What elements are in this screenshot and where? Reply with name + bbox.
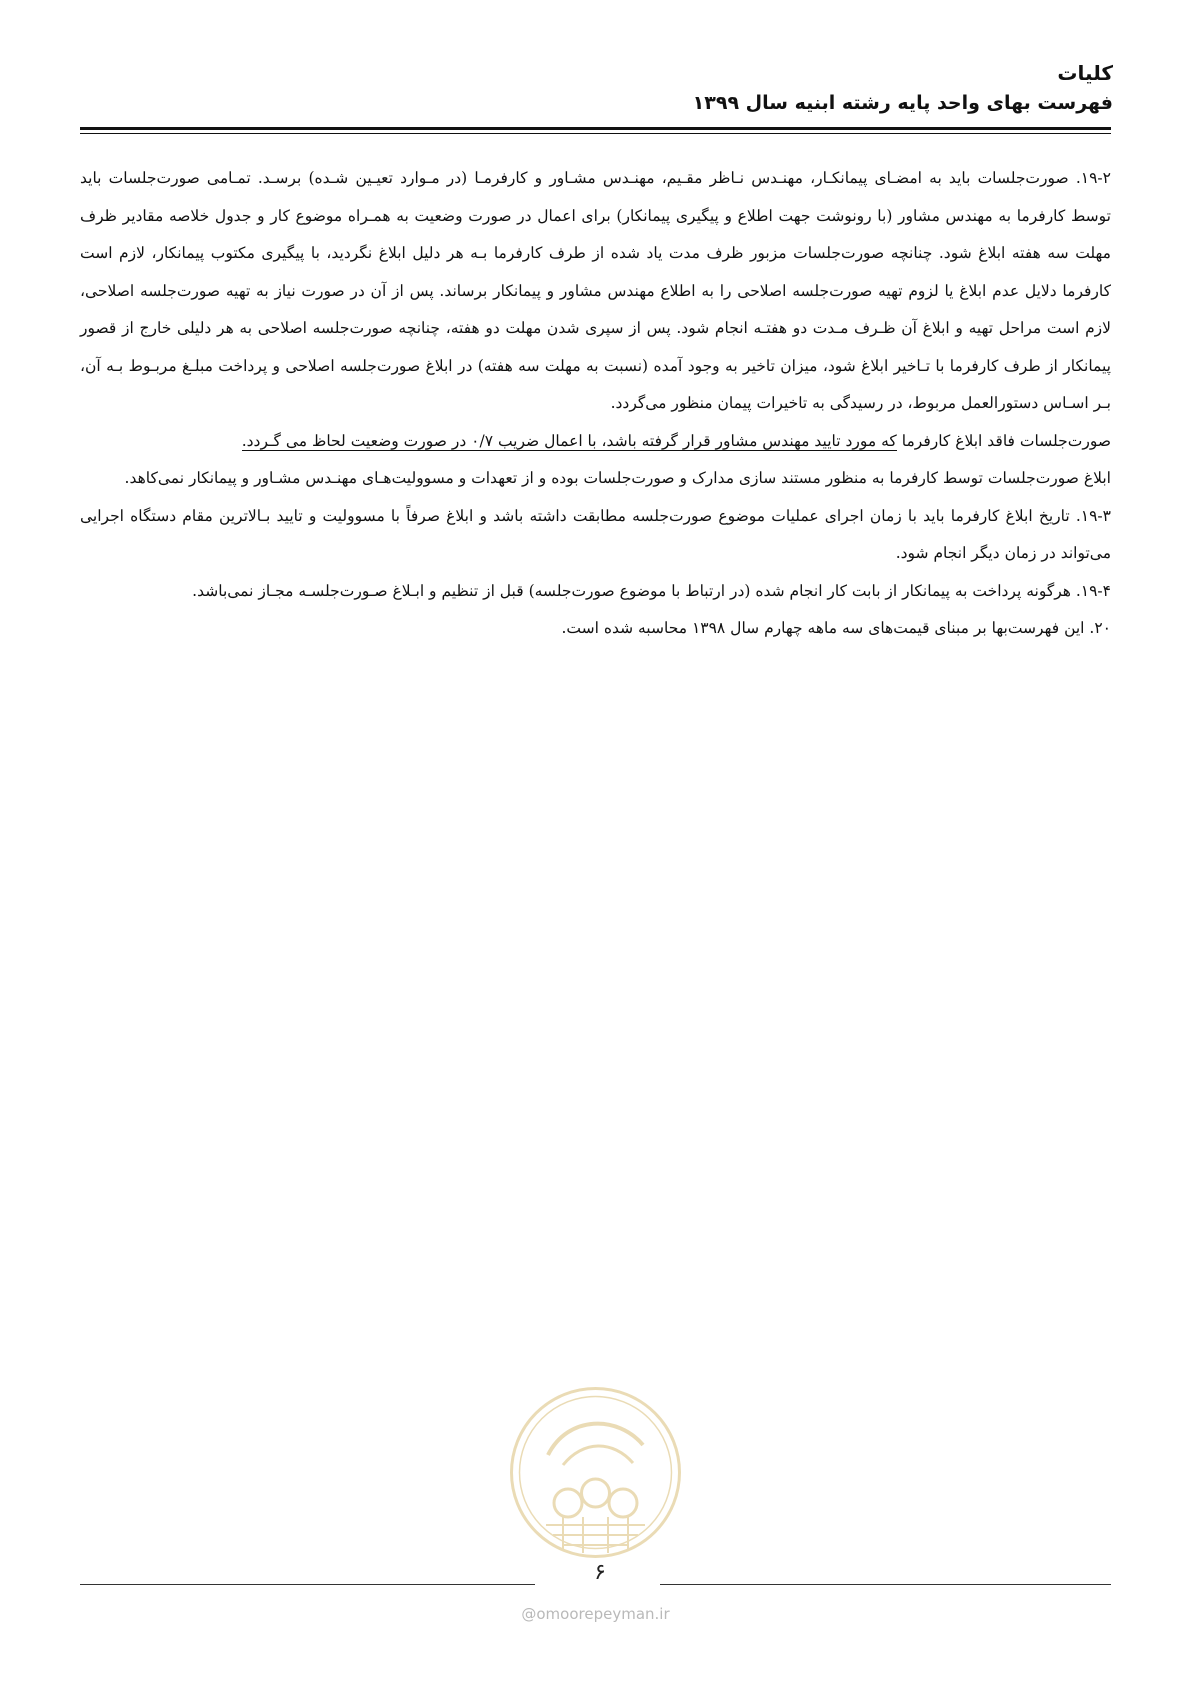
footer-rule-left — [80, 1584, 535, 1585]
paragraph-19-2: ۱۹-۲. صورت‌جلسات باید به امضـای پیمانکـار، مهنـدس نـاظر مقـیم، مهنـدس مشـاور و کارفرمـا (در مـوارد تعیـین شـده) برسـد. تمـامی صورت‌جلسات باید توسط کارفرما به مهندس مشاور (با رونوشت جهت اطلاع و پیگیری پیمانکار) برای اعمال در صورت وضعیت به همـراه موضوع کار و جدول خلاصه مقادیر ظرف مهلت سه هفته ابلاغ شود. چنانچه صورت‌جلسات مزبور ظرف مدت یاد شده از طرف کارفرما بـه هر دلیل ابلاغ نگردید، با پیگیری مکتوب پیمانکار، لازم است کارفرما دلایل عدم ابلاغ یا لزوم تهیه صورت‌جلسه اصلاحی را به اطلاع مهندس مشاور و پیمانکار برساند. پس از آن در صورت نیاز به تهیه صورت‌جلسه اصلاحی، لازم است مراحل تهیه و ابلاغ آن ظـرف مـدت دو هفتـه انجام شود. پس از سپری شدن مهلت دو هفته، چنانچه صورت‌جلسه اصلاحی به هر دلیلی خارج از قصور پیمانکار از طرف کارفرما با تـاخیر ابلاغ شود، میزان تاخیر به وجود آمده (نسبت به مهلت سه هفته) در ابلاغ صورت‌جلسه اصلاحی و پرداخت مبلـغ مربـوط بـه آن، بـر اسـاس دستورالعمل مربوط، در رسیدگی به تاخیرات پیمان منظور می‌گردد. — [80, 169, 1111, 412]
watermark-logo — [508, 1385, 683, 1560]
underlined-coefficient-clause: که مورد تایید مهندس مشاور قرار گرفته باشد، با اعمال ضریب ۰/۷ در صورت وضعیت لحاظ می گـردد. — [241, 431, 897, 450]
header-subtitle: فهرست بهای واحد پایه رشته ابنیه سال ۱۳۹۹ — [692, 92, 1113, 114]
paragraph-19-3: ۱۹-۳. تاریخ ابلاغ کارفرما باید با زمان اجرای عملیات موضوع صورت‌جلسه مطابقت داشته باشد و ابلاغ صرفاً با مسوولیت و تایید بـالاترین مقام دستگاه اجرایی می‌تواند در زمان دیگر انجام شود. — [80, 506, 1111, 562]
paragraph-unnotified-minutes — [80, 423, 1111, 461]
page-header — [81, 58, 1113, 118]
paragraph-19-4: ۱۹-۴. هرگونه پرداخت به پیمانکار از بابت کار انجام شده (در ارتباط با موضوع صورت‌جلسه) قبل از تنظیم و ابـلاغ صـورت‌جلسـه مجـاز نمی‌باشد. — [192, 581, 1111, 600]
header-rule-thick — [80, 127, 1111, 130]
paragraph-notification-purpose: ابلاغ صورت‌جلسات توسط کارفرما به منظور مستند سازی مدارک و صورت‌جلسات بوده و از تعهدات و مسوولیت‌هـای مهنـدس مشـاور و پیمانکار نمی‌کاهد. — [124, 469, 1111, 487]
page-number: ۶ — [594, 1560, 606, 1585]
paragraph-20: ۲۰. این فهرست‌بها بر مبنای قیمت‌های سه ماهه چهارم سال ۱۳۹۸ محاسبه شده است. — [561, 619, 1111, 637]
watermark-url: @omoorepeyman.ir — [521, 1605, 670, 1623]
header-rule-thin — [80, 133, 1111, 134]
footer-rule-right — [660, 1584, 1111, 1585]
paragraph-unnotified-minutes-start: صورت‌جلسات فاقد ابلاغ کارفرما — [896, 431, 1111, 450]
header-title: کلیات — [1057, 61, 1113, 85]
document-body — [80, 160, 1111, 648]
